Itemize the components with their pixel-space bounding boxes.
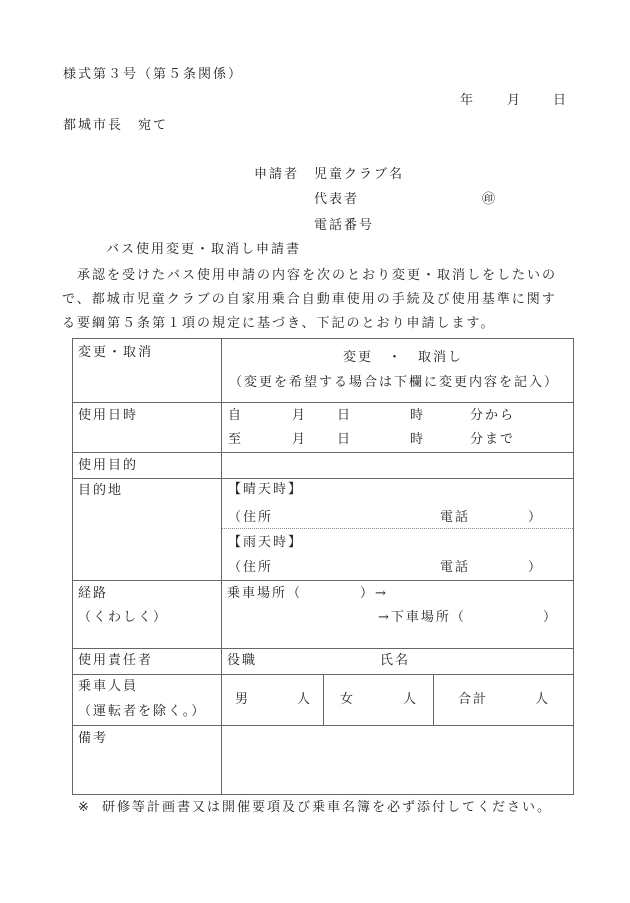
row-divider (72, 452, 574, 453)
datetime-to-day: 日 (337, 432, 353, 447)
table-border (72, 338, 574, 795)
club-name-label: 児童クラブ名 (314, 167, 405, 182)
datetime-to-month: 月 (292, 432, 308, 447)
rainy-weather-heading: 【雨天時】 (228, 535, 304, 550)
manager-position-label: 役職 (227, 653, 258, 668)
total-unit: 人 (535, 692, 551, 707)
rainy-weather-phone-label: 電話 (440, 560, 471, 575)
row-divider (72, 725, 574, 726)
applicant-label: 申請者 (254, 167, 300, 182)
male-unit: 人 (297, 692, 313, 707)
row-divider (72, 402, 574, 403)
female-label: 女 (340, 692, 356, 707)
fair-weather-close-paren: ） (528, 510, 544, 525)
rainy-weather-close-paren: ） (528, 560, 544, 575)
cell-divider (433, 674, 434, 725)
document-title: バス使用変更・取消し申請書 (106, 242, 302, 257)
datetime-label: 使用日時 (78, 408, 139, 423)
addressee: 都城市長 宛て (63, 118, 169, 133)
fair-weather-heading: 【晴天時】 (228, 482, 304, 497)
fair-weather-phone-label: 電話 (440, 510, 471, 525)
row-divider (72, 478, 574, 479)
cell-divider (323, 674, 324, 725)
passengers-sublabel: （運転者を除く。） (78, 704, 207, 719)
male-label: 男 (235, 692, 251, 707)
dotted-divider (222, 528, 573, 529)
manager-name-label: 氏名 (380, 653, 411, 668)
total-label: 合計 (458, 692, 489, 707)
body-line: る要綱第５条第１項の規定に基づき、下記のとおり申請します。 (62, 316, 496, 331)
remarks-label: 備考 (78, 731, 109, 746)
representative-label: 代表者 (314, 192, 360, 207)
change-cancel-label: 変更・取消 (78, 345, 154, 360)
footnote-mark: ※ (78, 800, 91, 815)
date-year-label: 年 (460, 93, 476, 108)
body-line: 承認を受けたバス使用申請の内容を次のとおり変更・取消しをしたいの (77, 268, 558, 283)
destination-label: 目的地 (78, 483, 124, 498)
passengers-label: 乗車人員 (78, 679, 139, 694)
date-day-label: 日 (553, 93, 569, 108)
manager-label: 使用責任者 (78, 653, 154, 668)
boarding-place-close: ）→ (360, 586, 388, 601)
datetime-to-prefix: 至 (228, 432, 244, 447)
row-divider (72, 648, 574, 649)
alighting-place-label: →下車場所（ (378, 610, 466, 625)
datetime-from-day: 日 (337, 408, 353, 423)
datetime-from-prefix: 自 (228, 408, 244, 423)
seal-icon: ㊞ (482, 192, 498, 207)
change-cancel-note: （変更を希望する場合は下欄に変更内容を記入） (229, 375, 560, 390)
alighting-place-close: ） (543, 610, 559, 625)
column-divider (221, 338, 222, 795)
change-cancel-options: 変更 ・ 取消し (343, 350, 464, 365)
route-sublabel: （くわしく） (78, 610, 169, 625)
row-divider (72, 580, 574, 581)
boarding-place-label: 乗車場所（ (227, 586, 303, 601)
fair-weather-address-label: （住所 (228, 510, 274, 525)
datetime-from-month: 月 (292, 408, 308, 423)
purpose-label: 使用目的 (78, 458, 139, 473)
route-label: 経路 (78, 586, 109, 601)
datetime-to-hour: 時 (410, 432, 426, 447)
datetime-from-hour: 時 (410, 408, 426, 423)
phone-number-label: 電話番号 (314, 218, 375, 233)
body-line: で、都城市児童クラブの自家用乗合自動車使用の手続及び使用基準に関す (62, 292, 557, 307)
datetime-from-suffix: 分から (470, 408, 516, 423)
footnote-text: 研修等計画書又は開催要項及び乗車名簿を必ず添付してください。 (102, 800, 553, 815)
datetime-to-suffix: 分まで (470, 432, 516, 447)
date-month-label: 月 (507, 93, 523, 108)
rainy-weather-address-label: （住所 (228, 560, 274, 575)
form-number: 様式第３号（第５条関係） (63, 67, 244, 82)
female-unit: 人 (403, 692, 419, 707)
